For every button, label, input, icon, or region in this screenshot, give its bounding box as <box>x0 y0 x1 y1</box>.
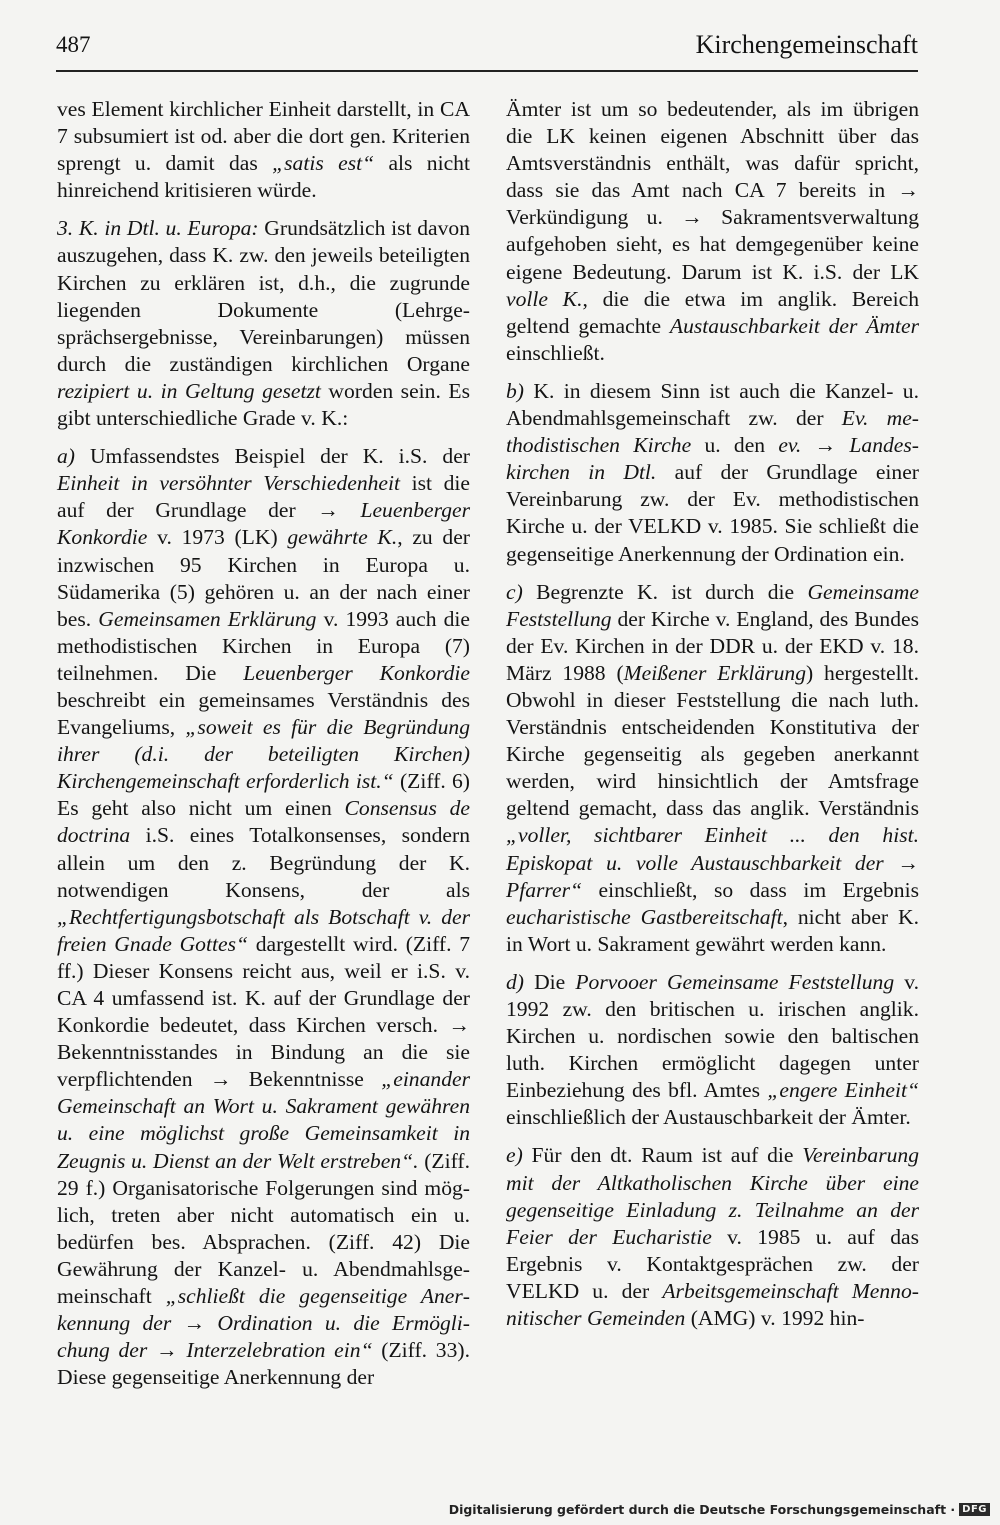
right-paragraph: c) Begrenzte K. ist durch die Gemeinsame Feststellung der Kirche v. England, des Bundes der Ev. Kirchen in der DDR u. der EKD v. 18. März 1988 (Meißener Erklärung) hergestellt. Obwohl in dieser Feststellung die nach luth. Verständnis entscheidenden Konstitutiva der Kirche gegenseitig als gegeben anerkannt werden, wird hinsichtlich der Amtsfrage geltend gemacht, dass das anglik. Verständnis „voller, sichtbarer Einheit ... den hist. Episkopat u. volle Austauschbarkeit der → Pfarrer“ einschließt, so dass im Ergebnis eucharistische Gastbereitschaft, nicht aber K. in Wort u. Sakrament gewährt werden kann. <box>506 579 919 956</box>
dfg-logo: DFG <box>959 1503 990 1516</box>
right-paragraph: b) K. in diesem Sinn ist auch die Kanzel- u. Abendmahlsgemeinschaft zw. der Ev. methodistischen Kirche u. den ev. → Landeskirchen in Dtl. auf der Grundlage einer Vereinbarung zw. der Ev. methodistischen Kirche u. der VELKD v. 1985. Sie schließt die gegenseitige Anerkennung der Ordination ein. <box>506 378 919 566</box>
right-paragraph: Ämter ist um so bedeutender, als im übrigen die LK keinen eigenen Abschnitt über das Amtsverständnis enthält, was dafür spricht, dass sie das Amt nach CA 7 bereits in → Verkündigung u. → Sakramentsverwaltung aufgehoben sieht, es hat demgegenüber keine eigene Bedeutung. Darum ist K. i.S. der LK volle K., die die etwa im anglik. Bereich geltend gemachte Austauschbarkeit der Ämter einschließt. <box>506 97 919 365</box>
running-head: Kirchengemeinschaft <box>695 30 918 59</box>
left-paragraph: ves Element kirchlicher Einheit darstellt, in CA 7 subsumiert ist od. aber die dort gen. Kriterien sprengt u. damit das „satis est“ als nicht hinreichend kritisieren würde. <box>57 97 470 203</box>
right-paragraph: e) Für den dt. Raum ist auf die Vereinbarung mit der Altkatholischen Kirche über eine gegenseitige Einladung z. Teilnahme an der Feier der Eucharistie v. 1985 u. auf das Ergebnis v. Kontaktgesprächen zw. der VELKD u. der Arbeitsgemeinschaft Mennonitischer Gemeinden (AMG) v. 1992 hin- <box>506 1143 919 1331</box>
digitization-credit <box>449 1502 990 1517</box>
left-paragraph: 3. K. in Dtl. u. Europa: Grundsätzlich ist davon auszugehen, dass K. zw. den jeweils beteiligten Kirchen zu erklären ist, d.h., die zugrunde liegenden Dokumente (Lehrgesprächsergebnisse, Vereinbarungen) müssen durch die zuständigen kirchlichen Organe rezipiert u. in Geltung gesetzt worden sein. Es gibt unterschiedliche Grade v. K.: <box>57 216 470 431</box>
credit-text: Digitalisierung gefördert durch die Deutsche Forschungsgemeinschaft · <box>448 1502 956 1517</box>
right-column <box>506 96 919 1343</box>
left-paragraph: a) Umfassendstes Beispiel der K. i.S. der Einheit in versöhnter Verschiedenheit ist die auf der Grundlage der → Leuenberger Konkordie v. 1973 (LK) gewährte K., zu der inzwischen 95 Kirchen in Europa u. Südamerika (5) gehören u. an der nach einer bes. Gemeinsamen Erklärung v. 1993 auch die methodistischen Kirchen in Europa (7) teilnehmen. Die Leuenberger Konkordie beschreibt ein gemeinsames Verständnis des Evangeliums, „soweit es für die Begründung ihrer (d.i. der beteiligten Kirchen) Kirchengemeinschaft erforderlich ist.“ (Ziff. 6) Es geht also nicht um einen Consensus de doctrina i.S. eines Totalkonsenses, sondern allein um den z. Begründung der K. notwendigen Konsens, der als „Rechtfertigungsbotschaft als Botschaft v. der freien Gnade Gottes“ dargestellt wird. (Ziff. 7 ff.) Dieser Konsens reicht aus, weil er i.S. v. CA 4 umfassend ist. K. auf der Grundlage der Konkordie bedeutet, dass Kirchen versch. → Bekenntnisstandes in Bindung an die sie verpflichtenden → Bekenntnisse „einander Gemeinschaft an Wort u. Sakrament gewähren u. eine möglichst große Gemeinsamkeit in Zeugnis u. Dienst an der Welt erstreben“. (Ziff. 29 f.) Organisatorische Folgerungen sind möglich, treten aber nicht automatisch ein u. bedürfen bes. Absprachen. (Ziff. 42) Die Gewährung der Kanzel- u. Abendmahlsgemeinschaft „schließt die gegenseitige Anerkennung der → Ordination u. die Ermöglichung der → Interzelebration ein“ (Ziff. 33). Diese gegenseitige Anerkennung der <box>57 444 471 1390</box>
left-column <box>57 96 470 1402</box>
page-number: 487 <box>56 32 91 57</box>
page-header <box>56 30 918 72</box>
right-paragraph: d) Die Porvooer Gemeinsame Feststellung v. 1992 zw. den britischen u. irischen anglik. Kirchen u. nordischen sowie den baltischen luth. Kirchen ermöglicht dagegen unter Einbeziehung des bfl. Amtes „engere Einheit“ einschließlich der Austauschbarkeit der Ämter. <box>506 969 919 1130</box>
